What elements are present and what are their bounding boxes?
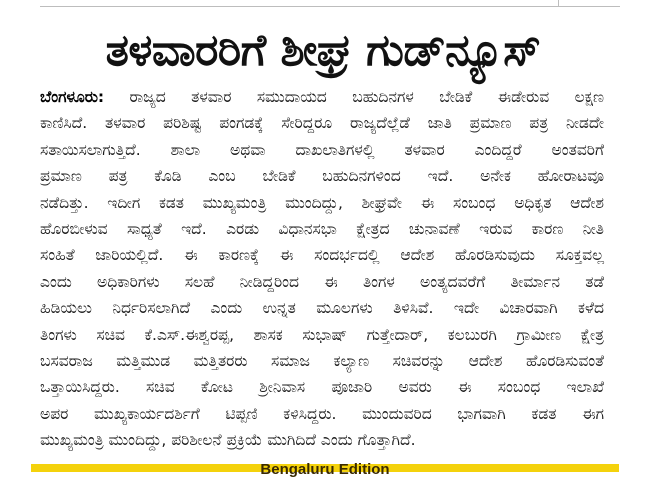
- article-line: ತಿಂಗಳು ಸಚಿವ ಕೆ.ಎಸ್.ಈಶ್ವರಪ್ಪ, ಶಾಸಕ ಸುಭಾಷ್ ಗುತ್ತೇದಾರ್, ಕಲಬುರಗಿ ಗ್ರಾಮೀಣ ಕ್ಷೇತ್ರ: [40, 325, 604, 344]
- article-line: ಎಂದು ಅಧಿಕಾರಿಗಳು ಸಲಹೆ ನೀಡಿದ್ದರಿಂದ ಈ ತಿಂಗಳ ಅಂತ್ಯದವರೆಗೆ ತೀರ್ಮಾನ ತಡೆ: [40, 272, 604, 291]
- top-rule: [40, 0, 620, 7]
- article-body: [40, 84, 604, 453]
- article-line: ಹೊರಬೀಳುವ ಸಾಧ್ಯತೆ ಇದೆ. ಎರಡು ವಿಧಾನಸಭಾ ಕ್ಷೇತ್ರದ ಚುನಾವಣೆ ಇರುವ ಕಾರಣ ನೀತಿ: [40, 219, 604, 238]
- article-line: ಬಸವರಾಜ ಮತ್ತಿಮುಡ ಮತ್ತಿತರರು ಸಮಾಜ ಕಲ್ಯಾಣ ಸಚಿವರನ್ನು ಆದೇಶ ಹೊರಡಿಸುವಂತೆ: [40, 351, 604, 370]
- page-margin-right: [621, 0, 645, 472]
- article-line: ಸತಾಯಿಸಲಾಗುತ್ತಿದೆ. ಶಾಲಾ ಅಥವಾ ದಾಖಲಾತಿಗಳಲ್ಲಿ ತಳವಾರ ಎಂದಿದ್ದರೆ ಅಂತವರಿಗೆ: [40, 140, 604, 159]
- edition-footer-bar: [31, 461, 619, 478]
- article-line: ಮುಖ್ಯಮಂತ್ರಿ ಮುಂದಿದ್ದು, ಪರಿಶೀಲನೆ ಪ್ರಕ್ರಿಯೆ ಮುಗಿದಿದೆ ಎಂದು ಗೊತ್ತಾಗಿದೆ.: [40, 431, 416, 450]
- dateline: ಬೆಂಗಳೂರು:: [40, 88, 105, 106]
- article-line: ಒತ್ತಾಯಿಸಿದ್ದರು. ಸಚಿವ ಕೋಟ ಶ್ರೀನಿವಾಸ ಪೂಜಾರಿ ಅವರು ಈ ಸಂಬಂಧ ಇಲಾಖೆ: [40, 378, 604, 397]
- article-line: [40, 84, 604, 110]
- page-margin-left: [0, 0, 36, 472]
- edition-label: Bengaluru Edition: [260, 461, 390, 478]
- article-line: ಕಾಣಿಸಿದೆ. ತಳವಾರ ಪರಿಶಿಷ್ಟ ಪಂಗಡಕ್ಕೆ ಸೇರಿದ್ದರೂ ರಾಜ್ಯದೆಲ್ಲೆಡೆ ಜಾತಿ ಪ್ರಮಾಣ ಪತ್ರ ನೀಡದೇ: [40, 114, 604, 133]
- top-rule-divider: [558, 0, 559, 6]
- article-headline: ತಳವಾರರಿಗೆ ಶೀಘ್ರ ಗುಡ್‌ನ್ಯೂಸ್: [105, 25, 541, 76]
- article-line: ಪ್ರಮಾಣ ಪತ್ರ ಕೊಡಿ ಎಂಬ ಬೇಡಿಕೆ ಬಹುದಿನಗಳಿಂದ ಇದೆ. ಅನೇಕ ಹೋರಾಟವೂ: [40, 167, 604, 186]
- article-line: ಸಂಹಿತೆ ಜಾರಿಯಲ್ಲಿದೆ. ಈ ಕಾರಣಕ್ಕೆ ಈ ಸಂದರ್ಭದಲ್ಲಿ ಆದೇಶ ಹೊರಡಿಸುವುದು ಸೂಕ್ತವಲ್ಲ: [40, 246, 604, 265]
- article-line: ನಡೆದಿತ್ತು. ಇದೀಗ ಕಡತ ಮುಖ್ಯಮಂತ್ರಿ ಮುಂದಿದ್ದು, ಶೀಘ್ರವೇ ಈ ಸಂಬಂಧ ಅಧಿಕೃತ ಆದೇಶ: [40, 193, 604, 212]
- article-line: ಹಿಡಿಯಲು ನಿರ್ಧರಿಸಲಾಗಿದೆ ಎಂದು ಉನ್ನತ ಮೂಲಗಳು ತಿಳಿಸಿವೆ. ಇದೇ ವಿಚಾರವಾಗಿ ಕಳೆದ: [40, 299, 604, 318]
- article-line: ಅಪರ ಮುಖ್ಯಕಾರ್ಯದರ್ಶಿಗೆ ಟಿಪ್ಪಣಿ ಕಳಿಸಿದ್ದರು. ಮುಂದುವರಿದ ಭಾಗವಾಗಿ ಕಡತ ಈಗ: [40, 404, 604, 423]
- article-line-text: ರಾಜ್ಯದ ತಳವಾರ ಸಮುದಾಯದ ಬಹುದಿನಗಳ ಬೇಡಿಕೆ ಈಡೇರುವ ಲಕ್ಷಣ: [129, 88, 605, 106]
